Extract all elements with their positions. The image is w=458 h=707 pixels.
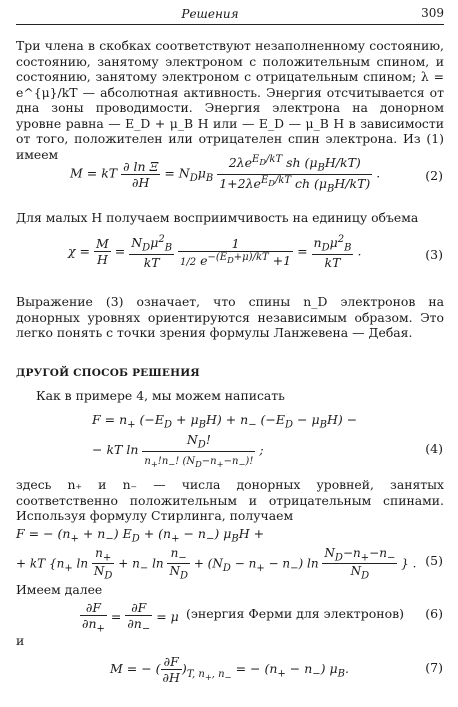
equation-6: $\frac{\partial F}{\partial n_+}$ = $\frac{\partial F}{\partial n_-}$ = μ	[82, 600, 179, 635]
equation-6-comment: (энергия Ферми для электронов)	[186, 606, 405, 621]
equation-7: M = − ( $\frac{\partial F}{\partial H}$ )$_{T, n_+, n_-}$ = − $(n_+ - n_-)$ $\mu_B$.	[110, 654, 349, 685]
paragraph-intro: Три члена в скобках соответствуют незаполненному состоянию, состоянию, занятому электроном с положительным спином, и состоянию, занятому электроном с отрицательным спином; λ = e^{μ}/kT — абсолютная активность. Энергия отсчитывается от дна зоны проводимости. Энергия электрона на донорном уровне равна — E_D + μ_B H или — E_D — μ_B H в зависимости от того, положителен или отрицателен спин электрона. Из (1) имеем	[16, 38, 444, 162]
equation-5-line-1: F = − $(n_+ + n_-) E_D + (n_+ - n_-) \mu_BH$ +	[16, 526, 265, 545]
paragraph-susceptibility: Для малых H получаем восприимчивость на единицу объема	[16, 210, 419, 225]
paragraph-further: Имеем далее	[16, 582, 103, 597]
equation-7-number: (7)	[425, 660, 443, 675]
equation-2-number: (2)	[425, 168, 443, 183]
equation-5-number: (5)	[425, 553, 443, 568]
section-title: ДРУГОЙ СПОСОБ РЕШЕНИЯ	[16, 367, 200, 379]
equation-5-line-2: + kT {$n_+$ ln $\frac{n_+}{N_D}$ + $n_-$ ln $\frac{n_-}{N_D}$ + $(N_D - n_+ - n_-)$ ln $\frac{N_D-n_+-n_-}{N_D}$ } .	[16, 546, 417, 582]
equation-6-number: (6)	[425, 606, 443, 621]
running-title: Решения	[181, 7, 239, 21]
paragraph-example: Как в примере 4, мы можем написать	[36, 388, 285, 403]
equation-4-line-2: − kT ln $\frac{N_D!}{n_+!n_-! (N_D-n_+-n_-)!}$ ;	[92, 432, 264, 469]
paragraph-stirling: здесь n₊ и n₋ — числа донорных уровней, занятых соответственно положительным и отрицательным спинами. Используя формулу Стирлинга, получаем	[16, 477, 444, 523]
equation-4-line-1: $F = n_+$ $(-E_D + \mu_BH) + n_-$ $(-E_D - \mu_BH)$ −	[92, 412, 358, 431]
running-header	[16, 6, 444, 25]
paragraph-langevin: Выражение (3) означает, что спины n_D электронов на донорных уровнях ориентируются независимым образом. Это легко понять с точки зрения формулы Ланжевена — Дебая.	[16, 294, 444, 340]
equation-3: χ = $\frac{M}{H}$ = $\frac{N_D\mu^2_B}{kT}$ $\frac{1}{1/2 e^{-(E_D+\mu)/kT} +1}$ = $\frac{n_D\mu^2_B}{kT}$ .	[68, 234, 362, 270]
equation-2: M = kT $\frac{\text{∂ ln Ξ}}{\partial H}$ = $N_D\mu_B$ $\frac{2\lambda e^{E_D/kT} sh (\mu_BH/kT)}{1+2\lambda e^{E_D/kT} ch (\mu_BH/kT)}$ .	[70, 154, 381, 195]
equation-3-number: (3)	[425, 247, 443, 262]
paragraph-and: и	[16, 633, 25, 648]
equation-4-number: (4)	[425, 441, 443, 456]
page-number: 309	[421, 6, 444, 20]
